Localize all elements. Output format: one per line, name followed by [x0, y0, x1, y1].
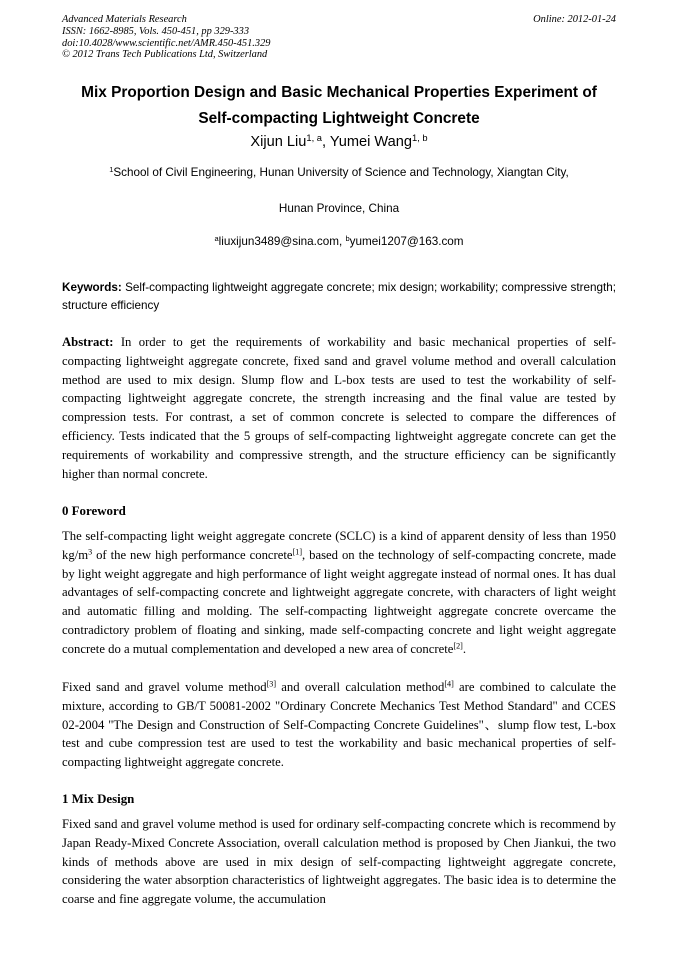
keywords — [62, 279, 616, 315]
copyright-line: © 2012 Trans Tech Publications Ltd, Switzerland — [62, 49, 268, 61]
foreword-text-a: The self-compacting light weight aggregate concrete (SCLC) is a kind of apparent density of less than 1950 kg/m — [62, 529, 616, 562]
foreword-text-b: of the new high performance concrete — [92, 547, 293, 562]
author-1-name: Xijun Liu — [250, 134, 307, 150]
online-date: Online: 2012-01-24 — [533, 14, 616, 25]
abstract-text: In order to get the requirements of workability and basic mechanical properties of self-compacting lightweight aggregate concrete, fixed sand and gravel volume method and overall calculation method are used to mix design. Slump flow and L-box tests are used to test the workability of self-compacting lightweight aggregate concrete, the strength increasing and the final value are tested by compression tests. For contrast, a set of common concrete is selected to compare the differences of efficiency. Tests indicated that the 5 groups of self-compacting lightweight aggregate concrete can get the requirements of workability and compressive strength, and the structure efficiency can be significantly higher than normal concrete. — [62, 335, 616, 481]
issn-line: ISSN: 1662-8985, Vols. 450-451, pp 329-333 — [62, 25, 250, 37]
unit-exponent: 3 — [88, 547, 93, 557]
author-separator: , — [321, 134, 330, 150]
author-2-affiliation-mark: 1, b — [412, 132, 428, 143]
foreword-text-c: , based on the technology of self-compacting concrete, made by light weight aggregate and high performance of light weight aggregate instead of normal ones. It has dual advantages of self-compacting concrete and lightweight aggregate concrete, with characters of light weight and automatic filling and molding. The self-compacting lightweight aggregate concrete overcame the contradictory problem of floating and sinking, made self-compacting concrete and light weight aggregate concrete do a mutual complementation and developed a new area of concrete — [62, 547, 616, 656]
author-1-affiliation-mark: 1, a — [306, 132, 322, 143]
author-list — [40, 132, 638, 152]
citation-2[interactable]: [2] — [453, 641, 463, 651]
affiliation-line-1 — [40, 165, 638, 181]
title-line-1: Mix Proportion Design and Basic Mechanical Properties Experiment of — [81, 84, 597, 101]
email-b[interactable]: yumei1207@163.com — [349, 235, 464, 248]
abstract-label: Abstract: — [62, 335, 114, 349]
email-mark-a: a — [214, 233, 219, 243]
journal-name: Advanced Materials Research — [62, 14, 187, 25]
email-line — [40, 234, 638, 250]
citation-4[interactable]: [4] — [444, 679, 454, 689]
abstract — [62, 333, 616, 483]
email-mark-b: b — [345, 233, 350, 243]
section-0-heading: 0 Foreword — [62, 504, 126, 518]
section-0-paragraph-1 — [62, 527, 616, 659]
paper-title — [40, 80, 638, 132]
foreword-text-d: . — [462, 641, 467, 656]
affiliation-line-2: Hunan Province, China — [278, 202, 400, 215]
author-2-name: Yumei Wang — [329, 134, 413, 150]
affiliation-text-1: School of Civil Engineering, Hunan University of Science and Technology, Xiangtan City, — [113, 166, 569, 179]
method-text-a: Fixed sand and gravel volume method — [62, 680, 267, 694]
method-text-c: are combined to calculate the mixture, according to GB/T 50081-2002 "Ordinary Concrete Mechanics Test Method Standard" and CCES 02-2004 "The Design and Construction of Self-Compacting Concrete Guidelines"、slump flow test, L-box test and cube compression test are used to test the workability and basic mechanical properties of self-compacting lightweight aggregate concrete. — [62, 680, 617, 770]
section-0-paragraph-2 — [62, 678, 616, 772]
method-text-b: and overall calculation method — [276, 680, 445, 694]
citation-1[interactable]: [1] — [292, 547, 303, 557]
doi-line: doi:10.4028/www.scientific.net/AMR.450-451.329 — [62, 37, 271, 49]
journal-header — [62, 14, 616, 61]
keywords-label: Keywords: — [62, 281, 122, 294]
citation-3[interactable]: [3] — [266, 679, 277, 689]
email-a[interactable]: liuxijun3489@sina.com — [218, 235, 339, 248]
email-separator: , — [339, 235, 346, 248]
title-line-2: Self-compacting Lightweight Concrete — [198, 110, 480, 127]
affiliation-mark: 1 — [109, 164, 114, 174]
section-1-heading: 1 Mix Design — [62, 792, 135, 806]
section-1-paragraph-1: Fixed sand and gravel volume method is used for ordinary self-compacting concrete which is recommend by Japan Ready-Mixed Concrete Association, overall calculation method is proposed by Chen Jiankui, the two kinds of methods above are used in mix design of self-compacting lightweight aggregate concrete, considering the water absorption characteristics of lightweight aggregates. The basic idea is to determine the coarse and fine aggregate volume, the accumulation — [62, 817, 616, 907]
keywords-text: Self-compacting lightweight aggregate concrete; mix design; workability; compressive strength; structure efficiency — [62, 281, 616, 312]
